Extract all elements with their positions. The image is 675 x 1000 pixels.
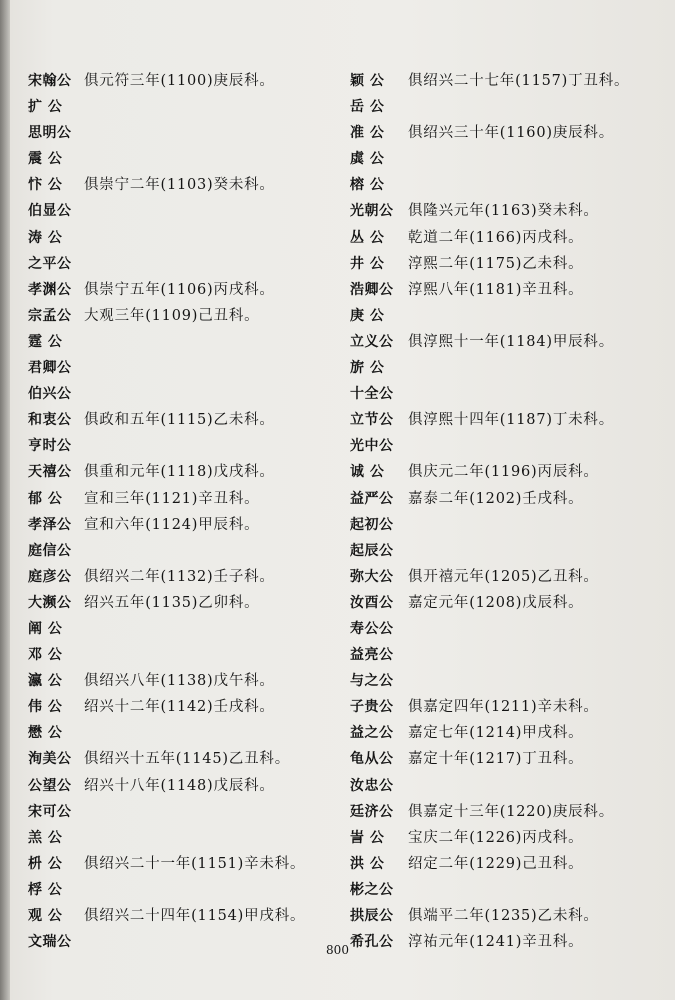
exam-note: 宣和六年(1124)甲辰科。 xyxy=(84,516,260,533)
person-name: 懋 公 xyxy=(28,725,63,742)
exam-note: 俱重和元年(1118)戊戌科。 xyxy=(84,464,275,481)
list-item xyxy=(350,512,660,538)
list-item xyxy=(350,486,660,512)
person-name: 井 公 xyxy=(350,255,385,272)
person-name: 龟从公 xyxy=(350,751,394,768)
person-name: 公望公 xyxy=(28,777,72,794)
list-item xyxy=(350,303,660,329)
exam-note: 俱绍兴二十四年(1154)甲戌科。 xyxy=(84,908,306,924)
exam-note: 俱绍兴八年(1138)戊午科。 xyxy=(84,673,275,690)
person-name: 扩 公 xyxy=(28,99,63,116)
list-item xyxy=(350,564,660,590)
person-name: 观 公 xyxy=(28,908,63,924)
list-item xyxy=(28,120,328,146)
person-name: 汝忠公 xyxy=(350,777,394,794)
person-name: 天禧公 xyxy=(28,464,72,481)
list-item xyxy=(28,407,328,433)
person-name: 浩卿公 xyxy=(350,281,394,298)
list-item xyxy=(350,694,660,720)
list-item xyxy=(28,277,328,303)
exam-note: 宣和三年(1121)辛丑科。 xyxy=(84,490,260,507)
person-name: 洪 公 xyxy=(350,855,385,872)
person-name: 十全公 xyxy=(350,386,394,403)
list-item xyxy=(28,877,328,903)
list-item xyxy=(28,642,328,668)
list-item xyxy=(350,616,660,642)
person-name: 虡 公 xyxy=(350,151,385,168)
person-name: 庚 公 xyxy=(350,307,385,324)
person-name: 思明公 xyxy=(28,125,72,142)
list-item xyxy=(28,668,328,694)
person-name: 汝酉公 xyxy=(350,594,394,611)
list-item xyxy=(28,512,328,538)
list-item xyxy=(28,94,328,120)
exam-note: 俱淳熙十四年(1187)丁未科。 xyxy=(408,412,615,429)
list-item xyxy=(350,225,660,251)
list-item xyxy=(350,146,660,172)
person-name: 岳 公 xyxy=(350,99,385,116)
list-item xyxy=(28,68,328,94)
exam-note: 俱嘉定十三年(1220)庚辰科。 xyxy=(408,803,615,820)
exam-note: 俱淳熙十一年(1184)甲辰科。 xyxy=(408,333,615,350)
exam-note: 淳熙二年(1175)乙未科。 xyxy=(408,255,584,272)
person-name: 伯显公 xyxy=(28,203,72,220)
exam-note: 俱绍兴二十七年(1157)丁丑科。 xyxy=(408,73,630,89)
right-column xyxy=(350,68,660,955)
person-name: 廷济公 xyxy=(350,803,394,820)
left-column xyxy=(28,68,328,955)
person-name: 孝渊公 xyxy=(28,281,72,298)
list-item xyxy=(28,303,328,329)
exam-note: 俱端平二年(1235)乙未科。 xyxy=(408,908,599,924)
exam-note: 俱开禧元年(1205)乙丑科。 xyxy=(408,568,599,585)
list-item xyxy=(350,329,660,355)
list-item xyxy=(28,903,328,929)
list-item xyxy=(350,68,660,94)
person-name: 光朝公 xyxy=(350,203,394,220)
person-name: 诚 公 xyxy=(350,464,385,481)
person-name: 起初公 xyxy=(350,516,394,533)
person-name: 伟 公 xyxy=(28,699,63,716)
list-item xyxy=(28,825,328,851)
exam-note: 俱隆兴元年(1163)癸未科。 xyxy=(408,203,599,220)
exam-note: 俱嘉定四年(1211)辛未科。 xyxy=(408,699,599,716)
person-name: 益亮公 xyxy=(350,647,394,664)
person-name: 弥大公 xyxy=(350,568,394,585)
person-name: 宋翰公 xyxy=(28,73,72,89)
list-item xyxy=(28,381,328,407)
list-item xyxy=(28,459,328,485)
list-item xyxy=(350,172,660,198)
person-name: 子贵公 xyxy=(350,699,394,716)
person-name: 羔 公 xyxy=(28,829,63,846)
person-name: 伯兴公 xyxy=(28,386,72,403)
exam-note: 嘉泰二年(1202)壬戌科。 xyxy=(408,490,584,507)
list-item xyxy=(350,877,660,903)
person-name: 光中公 xyxy=(350,438,394,455)
book-spine-shadow xyxy=(0,0,10,1000)
person-name: 訔 公 xyxy=(350,829,385,846)
list-item xyxy=(350,381,660,407)
person-name: 阐 公 xyxy=(28,620,63,637)
list-item xyxy=(350,120,660,146)
list-item xyxy=(350,433,660,459)
list-item xyxy=(350,94,660,120)
exam-note: 宝庆二年(1226)丙戌科。 xyxy=(408,829,584,846)
person-name: 邓 公 xyxy=(28,647,63,664)
list-item xyxy=(28,590,328,616)
exam-note: 绍兴十二年(1142)壬戌科。 xyxy=(84,699,275,716)
exam-note: 淳祐元年(1241)辛丑科。 xyxy=(408,934,584,951)
person-name: 瀛 公 xyxy=(28,673,63,690)
person-name: 大濒公 xyxy=(28,594,72,611)
person-name: 起辰公 xyxy=(350,542,394,559)
person-name: 准 公 xyxy=(350,125,385,142)
list-item xyxy=(350,642,660,668)
list-item xyxy=(350,251,660,277)
exam-note: 俱绍兴十五年(1145)乙丑科。 xyxy=(84,751,291,768)
page-number: 800 xyxy=(326,943,349,957)
list-item xyxy=(350,851,660,877)
list-item xyxy=(350,773,660,799)
person-name: 颖 公 xyxy=(350,73,385,89)
person-name: 文瑞公 xyxy=(28,934,72,951)
list-item xyxy=(350,198,660,224)
person-name: 拱辰公 xyxy=(350,908,394,924)
person-name: 和衷公 xyxy=(28,412,72,429)
list-item xyxy=(28,355,328,381)
exam-note: 俱绍兴三十年(1160)庚辰科。 xyxy=(408,125,615,142)
person-name: 立义公 xyxy=(350,333,394,350)
list-item xyxy=(28,720,328,746)
list-item xyxy=(350,903,660,929)
exam-note: 嘉定元年(1208)戊辰科。 xyxy=(408,594,584,611)
person-name: 霆 公 xyxy=(28,333,63,350)
list-item xyxy=(350,277,660,303)
list-item xyxy=(28,251,328,277)
exam-note: 俱庆元二年(1196)丙辰科。 xyxy=(408,464,599,481)
person-name: 郁 公 xyxy=(28,490,63,507)
list-item xyxy=(350,590,660,616)
list-item xyxy=(28,694,328,720)
person-name: 枡 公 xyxy=(28,855,63,872)
person-name: 旂 公 xyxy=(350,360,385,377)
person-name: 桴 公 xyxy=(28,881,63,898)
exam-note: 绍定二年(1229)己丑科。 xyxy=(408,855,584,872)
list-item xyxy=(28,851,328,877)
person-name: 益严公 xyxy=(350,490,394,507)
person-name: 庭彦公 xyxy=(28,568,72,585)
list-item xyxy=(350,668,660,694)
exam-note: 绍兴十八年(1148)戊辰科。 xyxy=(84,777,275,794)
person-name: 庭信公 xyxy=(28,542,72,559)
list-item xyxy=(350,746,660,772)
exam-note: 俱元符三年(1100)庚辰科。 xyxy=(84,73,275,89)
person-name: 宋可公 xyxy=(28,803,72,820)
list-item xyxy=(350,407,660,433)
person-name: 震 公 xyxy=(28,151,63,168)
list-item xyxy=(350,355,660,381)
list-item xyxy=(350,538,660,564)
list-item xyxy=(28,146,328,172)
exam-note: 俱崇宁二年(1103)癸未科。 xyxy=(84,177,275,194)
list-item xyxy=(28,329,328,355)
list-item xyxy=(28,773,328,799)
exam-note: 俱绍兴二年(1132)壬子科。 xyxy=(84,568,275,585)
exam-note: 绍兴五年(1135)乙卯科。 xyxy=(84,594,260,611)
person-name: 宗孟公 xyxy=(28,307,72,324)
person-name: 孝泽公 xyxy=(28,516,72,533)
person-name: 希孔公 xyxy=(350,934,394,951)
person-name: 亨时公 xyxy=(28,438,72,455)
person-name: 涛 公 xyxy=(28,229,63,246)
person-name: 彬之公 xyxy=(350,881,394,898)
list-item xyxy=(28,746,328,772)
person-name: 之平公 xyxy=(28,255,72,272)
person-name: 忭 公 xyxy=(28,177,63,194)
list-item xyxy=(350,720,660,746)
person-name: 与之公 xyxy=(350,673,394,690)
list-item xyxy=(28,799,328,825)
exam-note: 嘉定七年(1214)甲戌科。 xyxy=(408,725,584,742)
list-item xyxy=(28,198,328,224)
person-name: 丛 公 xyxy=(350,229,385,246)
list-item xyxy=(350,799,660,825)
exam-note: 俱政和五年(1115)乙未科。 xyxy=(84,412,275,429)
person-name: 立节公 xyxy=(350,412,394,429)
person-name: 洵美公 xyxy=(28,751,72,768)
person-name: 寿公公 xyxy=(350,620,394,637)
exam-note: 嘉定十年(1217)丁丑科。 xyxy=(408,751,584,768)
list-item xyxy=(350,825,660,851)
list-item xyxy=(28,564,328,590)
list-item xyxy=(28,433,328,459)
exam-note: 俱绍兴二十一年(1151)辛未科。 xyxy=(84,855,306,872)
list-item xyxy=(350,459,660,485)
list-item xyxy=(28,225,328,251)
list-item xyxy=(28,486,328,512)
list-item xyxy=(28,538,328,564)
person-name: 榕 公 xyxy=(350,177,385,194)
list-item xyxy=(28,616,328,642)
exam-note: 淳熙八年(1181)辛丑科。 xyxy=(408,281,584,298)
exam-note: 乾道二年(1166)丙戌科。 xyxy=(408,229,584,246)
person-name: 君卿公 xyxy=(28,360,72,377)
exam-note: 俱崇宁五年(1106)丙戌科。 xyxy=(84,281,275,298)
list-item xyxy=(28,172,328,198)
person-name: 益之公 xyxy=(350,725,394,742)
exam-note: 大观三年(1109)己丑科。 xyxy=(84,307,260,324)
